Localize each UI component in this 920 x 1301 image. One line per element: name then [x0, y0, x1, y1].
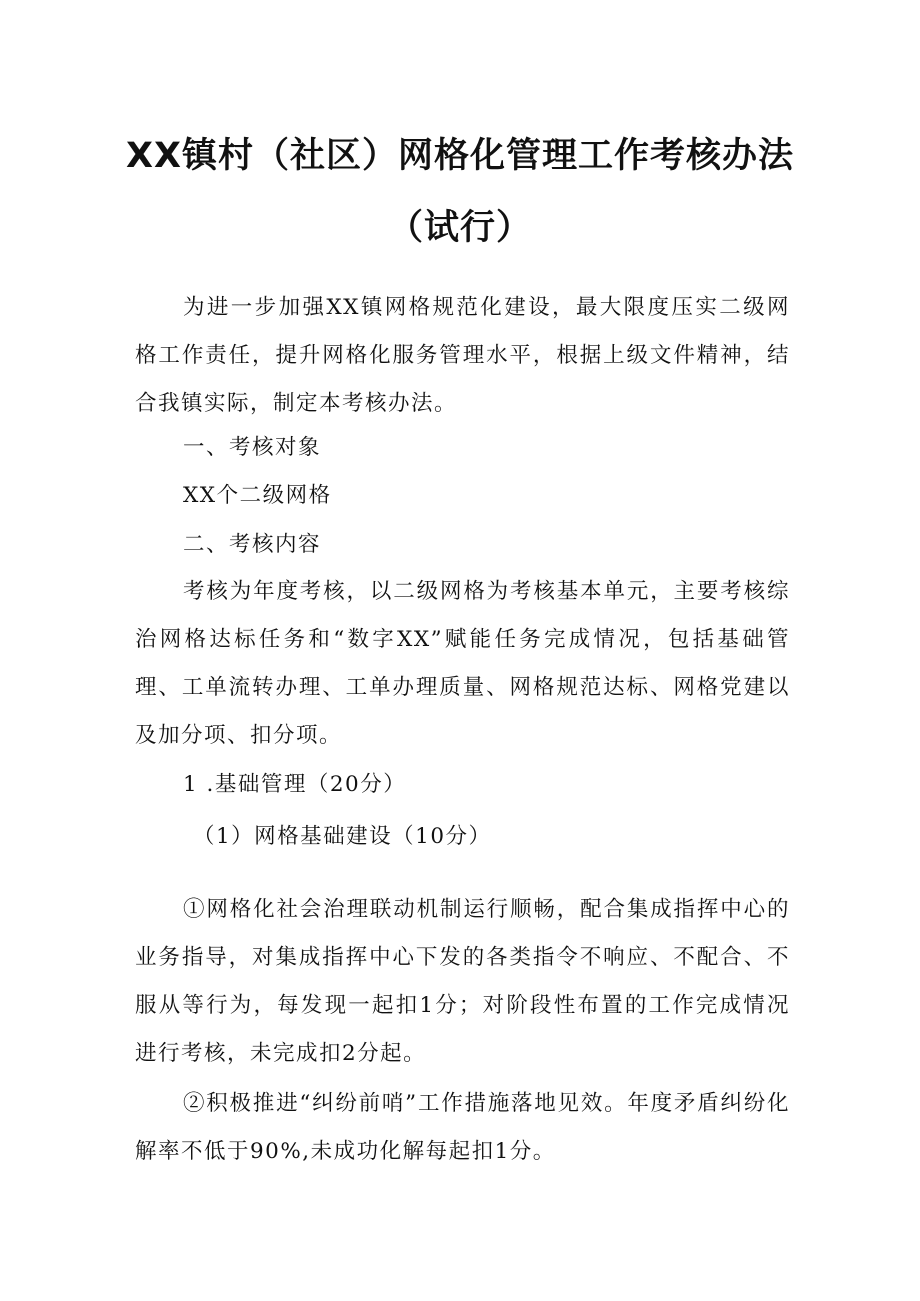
section-body-1: XX个二级网格: [183, 483, 332, 508]
document-subtitle: （试行）: [387, 208, 532, 248]
point-paragraph-1: ①网格化社会治理联动机制运行顺畅，配合集成指挥中心的业务指导，对集成指挥中心下发的各类指令不响应、不配合、不服从等行为，每发现一起扣1分；对阶段性布置的工作完成情况进行考核，未完成扣2分起。: [135, 897, 790, 1066]
section-heading-2: 二、考核内容: [183, 532, 322, 557]
item-heading-1: 1 .基础管理（20分）: [183, 772, 407, 797]
document-title: XX镇村（社区）网格化管理工作考核办法: [126, 136, 794, 176]
section-body-2: 考核为年度考核，以二级网格为考核基本单元，主要考核综治网格达标任务和“数字XX”赋能任务完成情况，包括基础管理、工单流转办理、工单办理质量、网格规范达标、网格党建以及加分项、扣分项。: [135, 579, 790, 748]
item-subheading-1: （1）网格基础建设（10分）: [193, 824, 492, 849]
point-paragraph-2: ②积极推进“纠纷前哨”工作措施落地见效。年度矛盾纠纷化解率不低于90%,未成功化解每起扣1分。: [135, 1091, 790, 1164]
section-heading-1: 一、考核对象: [183, 435, 322, 460]
intro-paragraph: 为进一步加强XX镇网格规范化建设，最大限度压实二级网格工作责任，提升网格化服务管理水平，根据上级文件精神，结合我镇实际，制定本考核办法。: [135, 295, 790, 416]
